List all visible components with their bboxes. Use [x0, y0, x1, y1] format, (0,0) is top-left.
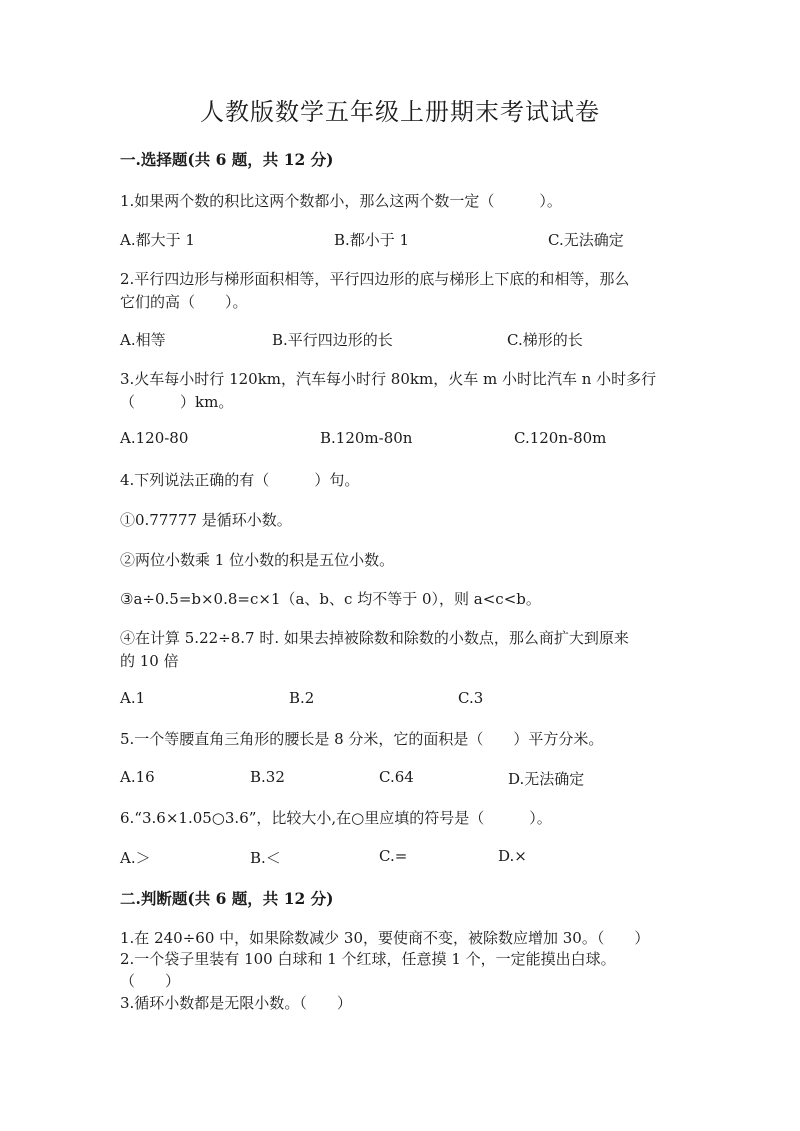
question-1: 1.如果两个数的积比这两个数都小，那么这两个数一定（ ）。 — [120, 192, 562, 210]
q5-option-d: D.无法确定 — [508, 770, 585, 788]
q3-option-b: B.120m-80n — [320, 429, 413, 447]
question-5: 5.一个等腰直角三角形的腰长是 8 分米，它的面积是（ ）平方分米。 — [120, 730, 604, 748]
judge-question-2-line-1: 2.一个袋子里装有 100 白球和 1 个红球，任意摸 1 个，一定能摸出白球。 — [120, 950, 616, 968]
question-3-line-1: 3.火车每小时行 120km，汽车每小时行 80km，火车 m 小时比汽车 n 小时多行 — [120, 370, 657, 388]
q4-statement-2: ②两位小数乘 1 位小数的积是五位小数。 — [120, 551, 395, 569]
q1-option-b: B.都小于 1 — [334, 231, 410, 249]
judge-question-3: 3.循环小数都是无限小数。（ ） — [120, 994, 352, 1012]
q6-option-a: A.＞ — [120, 849, 151, 867]
q4-option-a: A.1 — [120, 689, 146, 707]
question-4: 4.下列说法正确的有（ ）句。 — [120, 471, 360, 489]
section-1-heading: 一.选择题(共 6 题，共 12 分) — [120, 150, 334, 169]
question-2-line-1: 2.平行四边形与梯形面积相等，平行四边形的底与梯形上下底的和相等，那么 — [120, 270, 630, 288]
q4-statement-1: ①0.77777 是循环小数。 — [120, 511, 292, 529]
q5-option-a: A.16 — [120, 768, 155, 786]
q6-option-c: C.= — [379, 847, 408, 865]
q3-option-a: A.120-80 — [120, 429, 189, 447]
q1-option-a: A.都大于 1 — [120, 231, 195, 249]
question-6: 6.“3.6×1.05○3.6”，比较大小,在○里应填的符号是（ ）。 — [120, 809, 552, 827]
q4-option-b: B.2 — [289, 689, 315, 707]
question-3-line-2: （ ）km。 — [120, 393, 234, 411]
q5-option-b: B.32 — [250, 768, 285, 786]
q6-option-b: B.＜ — [250, 849, 281, 867]
q2-option-c: C.梯形的长 — [507, 331, 583, 349]
judge-question-2-line-2: （ ） — [120, 972, 181, 990]
q4-option-c: C.3 — [458, 689, 484, 707]
question-2-line-2: 它们的高（ ）。 — [120, 293, 248, 311]
q1-option-c: C.无法确定 — [548, 231, 624, 249]
judge-question-1: 1.在 240÷60 中，如果除数减少 30，要使商不变，被除数应增加 30。（ ） — [120, 929, 650, 947]
page-title: 人教版数学五年级上册期末考试试卷 — [200, 98, 600, 126]
q2-option-a: A.相等 — [120, 331, 166, 349]
section-2-heading: 二.判断题(共 6 题，共 12 分) — [120, 889, 334, 908]
q4-statement-4-line-1: ④在计算 5.22÷8.7 时. 如果去掉被除数和除数的小数点，那么商扩大到原来 — [120, 629, 629, 647]
q2-option-b: B.平行四边形的长 — [272, 331, 393, 349]
q6-option-d: D.× — [498, 847, 527, 865]
q4-statement-4-line-2: 的 10 倍 — [120, 652, 179, 670]
q3-option-c: C.120n-80m — [514, 429, 607, 447]
q4-statement-3: ③a÷0.5=b×0.8=c×1（a、b、c 均不等于 0），则 a<c<b。 — [120, 590, 541, 608]
q5-option-c: C.64 — [379, 768, 414, 786]
